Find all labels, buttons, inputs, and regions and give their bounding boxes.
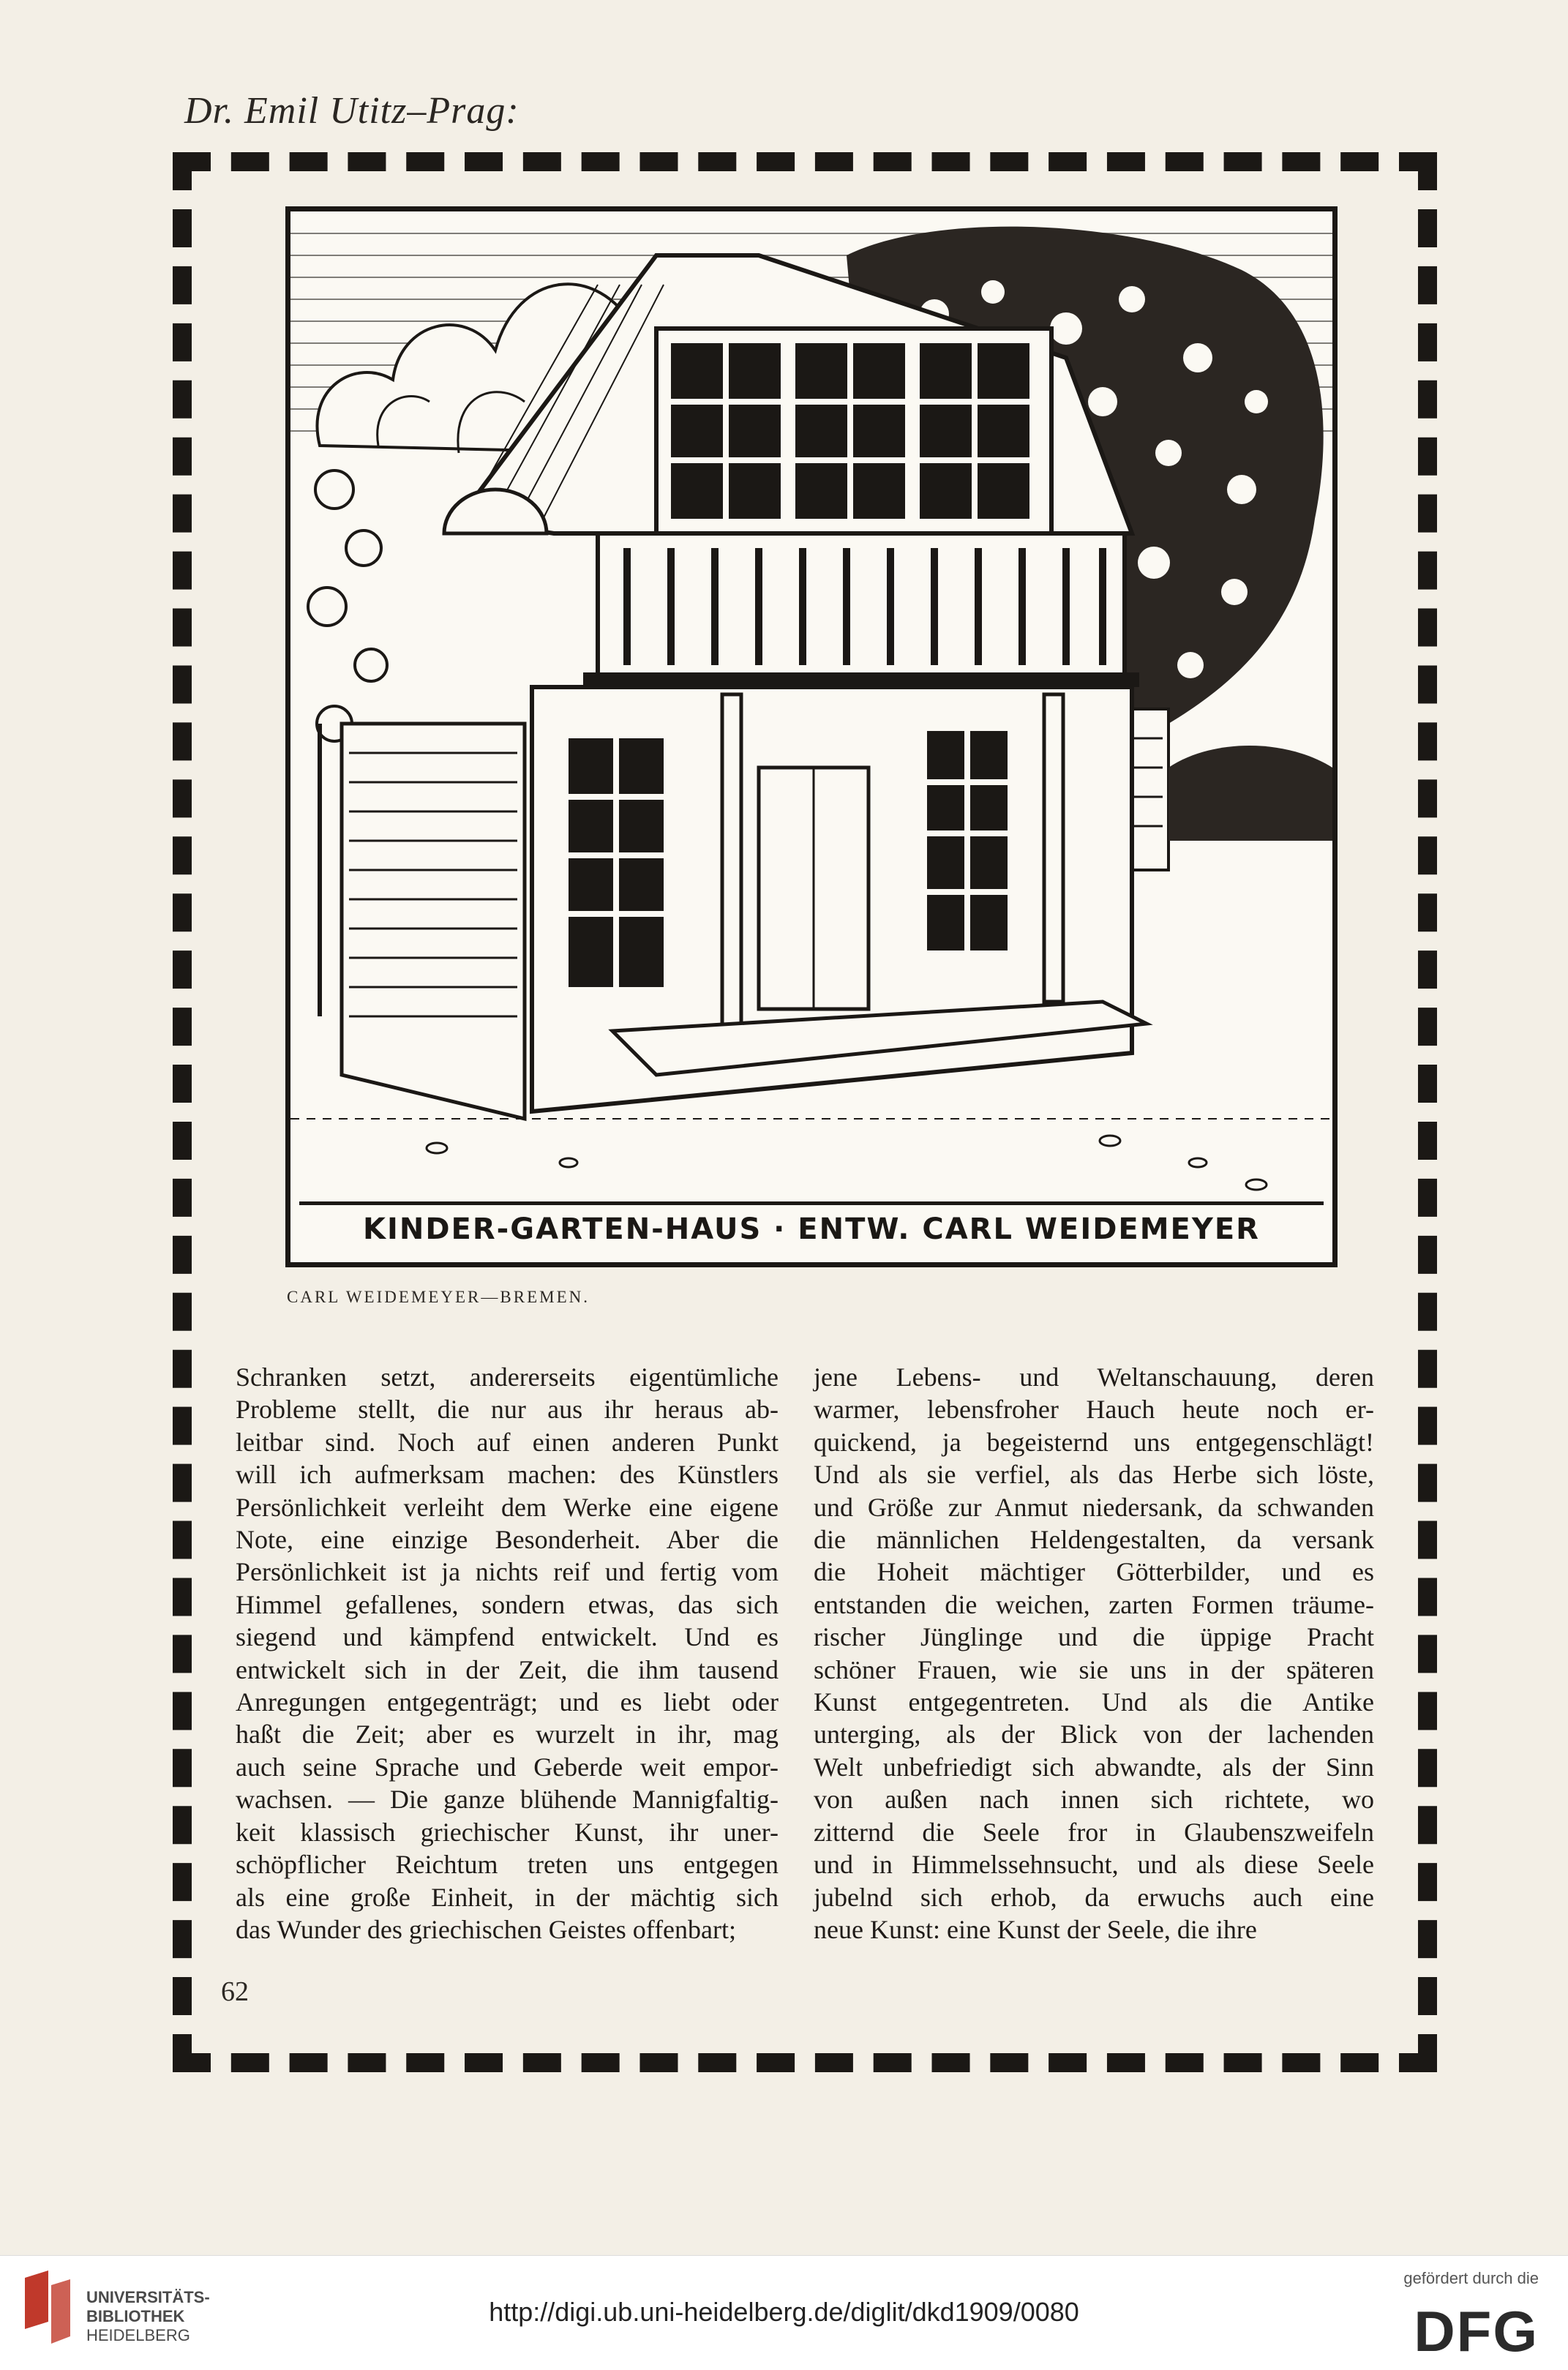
body-column-right	[814, 1361, 1374, 1946]
text-line: Persönlichkeit verleiht dem Werke eine eigene	[236, 1492, 779, 1522]
text-line: Probleme stellt, die nur aus ihr heraus ab-	[236, 1395, 779, 1425]
text-line: Note, eine einzige Besonderheit. Aber die	[236, 1525, 779, 1555]
text-line: die männlichen Heldengestalten, da versank	[814, 1525, 1374, 1555]
text-line: als eine große Einheit, in der mächtig sich	[236, 1882, 779, 1912]
library-name-line: BIBLIOTHEK	[86, 2307, 185, 2325]
text-line: neue Kunst: eine Kunst der Seele, die ihre	[814, 1914, 1257, 1944]
text-line: schöner Frauen, wie sie uns in der späteren	[814, 1654, 1374, 1684]
text-line: Welt unbefriedigt sich abwandte, als der Sinn	[814, 1752, 1374, 1782]
text-line: Anregungen entgegenträgt; und es liebt oder	[236, 1687, 779, 1717]
text-line: siegend und kämpfend entwickelt. Und es	[236, 1622, 779, 1652]
text-line: haßt die Zeit; aber es wurzelt in ihr, mag	[236, 1720, 779, 1750]
text-line: zitternd die Seele fror in Glaubenszweifeln	[814, 1817, 1374, 1847]
text-line: auch seine Sprache und Geberde weit empor-	[236, 1752, 779, 1782]
funding-note: gefördert durch die	[1403, 2269, 1539, 2287]
text-line: quickend, ja begeisternd uns entgegenschlägt!	[814, 1427, 1374, 1457]
text-line: Himmel gefallenes, sondern etwas, das sich	[236, 1589, 779, 1619]
library-name-line: HEIDELBERG	[86, 2326, 190, 2344]
text-line: die Hoheit mächtiger Götterbilder, und es	[814, 1557, 1374, 1587]
text-line: rischer Jünglinge und die üppige Pracht	[814, 1622, 1374, 1652]
text-line: Und als sie verfiel, als das Herbe sich löste,	[814, 1460, 1374, 1490]
house-illustration	[285, 206, 1338, 1267]
text-line: das Wunder des griechischen Geistes offenbart;	[236, 1914, 736, 1944]
text-line: unterging, als der Blick von der lachenden	[814, 1720, 1374, 1750]
kindergarten-house-drawing	[290, 211, 1332, 1262]
text-line: entstanden die weichen, zarten Formen träume-	[814, 1589, 1374, 1619]
text-line: wachsen. — Die ganze blühende Mannigfaltig-	[236, 1785, 779, 1815]
text-line: Schranken setzt, andererseits eigentümliche	[236, 1362, 779, 1392]
text-line: jene Lebens- und Weltanschauung, deren	[814, 1362, 1374, 1392]
running-title: Dr. Emil Utitz–Prag:	[184, 90, 519, 132]
text-line: Persönlichkeit ist ja nichts reif und fertig vom	[236, 1557, 779, 1587]
figure-credit: CARL WEIDEMEYER—BREMEN.	[287, 1288, 590, 1306]
text-line: will ich aufmerksam machen: des Künstlers	[236, 1460, 779, 1490]
body-column-left	[236, 1361, 779, 1946]
text-line: schöpflicher Reichtum treten uns entgegen	[236, 1850, 779, 1880]
dfg-logo: DFG	[1414, 2299, 1539, 2363]
text-line: leitbar sind. Noch auf einen anderen Punkt	[236, 1427, 779, 1457]
illustration-inscription: KINDER-GARTEN-HAUS · ENTW. CARL WEIDEMEYER	[299, 1201, 1324, 1253]
text-line: keit klassisch griechischer Kunst, ihr uner-	[236, 1817, 779, 1847]
text-line: und Größe zur Anmut niedersank, da schwanden	[814, 1492, 1374, 1522]
text-line: von außen nach innen sich richtete, wo	[814, 1785, 1374, 1815]
text-line: warmer, lebensfroher Hauch heute noch er-	[814, 1395, 1374, 1425]
permalink-url[interactable]: http://digi.ub.uni-heidelberg.de/diglit/dkd1909/0080	[489, 2297, 1079, 2327]
library-name-line: UNIVERSITÄTS-	[86, 2288, 210, 2306]
page-number: 62	[221, 1976, 249, 2007]
text-line: entwickelt sich in der Zeit, die ihm tausend	[236, 1654, 779, 1684]
text-line: Kunst entgegentreten. Und als die Antike	[814, 1687, 1374, 1717]
text-line: jubelnd sich erhob, da erwuchs auch eine	[814, 1882, 1374, 1912]
digitization-footer	[0, 2255, 1568, 2370]
text-line: und in Himmelssehnsucht, und als diese Seele	[814, 1850, 1374, 1880]
